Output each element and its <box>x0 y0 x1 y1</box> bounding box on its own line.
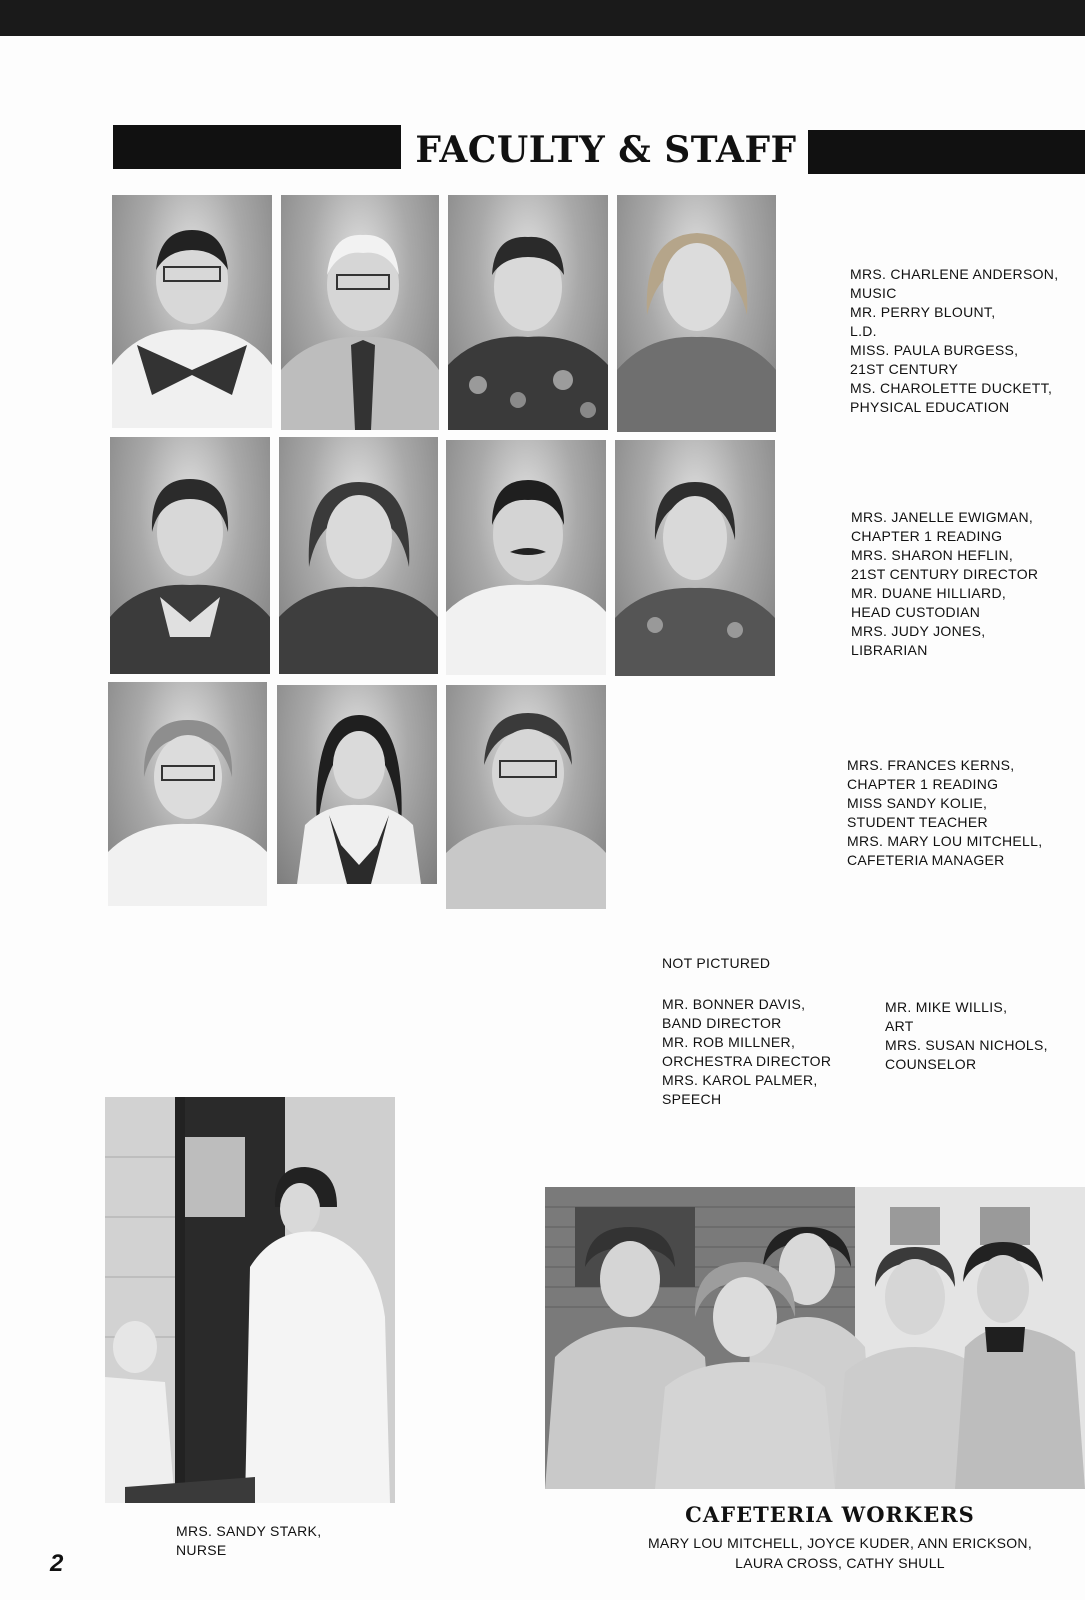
portrait-photo <box>110 437 270 674</box>
caption-line: COUNSELOR <box>885 1056 977 1072</box>
portrait-silhouette <box>110 437 270 674</box>
caption-line: MRS. FRANCES KERNS, <box>847 757 1015 773</box>
portrait-photo <box>281 195 439 430</box>
cafeteria-workers-names <box>620 1533 1060 1573</box>
caption-line: CHAPTER 1 READING <box>851 528 1003 544</box>
portrait-photo <box>277 685 437 884</box>
portrait-silhouette <box>279 437 438 674</box>
caption-line: MRS. SUSAN NICHOLS, <box>885 1037 1048 1053</box>
caption-line: MRS. CHARLENE ANDERSON, <box>850 266 1059 282</box>
portrait-photo <box>446 440 606 675</box>
faculty-caption-group-2 <box>851 508 1038 660</box>
caption-line: ORCHESTRA DIRECTOR <box>662 1053 832 1069</box>
portrait-silhouette <box>448 195 608 430</box>
caption-line: MISS. PAULA BURGESS, <box>850 342 1019 358</box>
caption-line: MR. DUANE HILLIARD, <box>851 585 1007 601</box>
nurse-photo <box>105 1097 395 1503</box>
portrait-photo <box>615 440 775 676</box>
caption-line: MARY LOU MITCHELL, JOYCE KUDER, ANN ERICKSON, <box>647 1535 1033 1551</box>
page-title: FACULTY & STAFF <box>415 129 797 171</box>
title-bar-right <box>808 130 1085 174</box>
portrait-silhouette <box>281 195 439 430</box>
caption-line: MRS. SHARON HEFLIN, <box>851 547 1014 563</box>
caption-line: MRS. MARY LOU MITCHELL, <box>847 833 1043 849</box>
portrait-silhouette <box>277 685 437 884</box>
caption-line: MRS. SANDY STARK, <box>176 1523 322 1539</box>
caption-line: 21ST CENTURY <box>850 361 959 377</box>
not-pictured-list-left <box>662 995 831 1109</box>
cafeteria-scene <box>545 1187 1085 1489</box>
caption-line: MUSIC <box>850 285 897 301</box>
caption-line: CAFETERIA MANAGER <box>847 852 1005 868</box>
faculty-caption-group-3 <box>847 756 1042 870</box>
portrait-photo <box>617 195 776 432</box>
cafeteria-workers-photo <box>545 1187 1085 1489</box>
portrait-silhouette <box>112 195 272 428</box>
portrait-silhouette <box>617 195 776 432</box>
caption-line: CHAPTER 1 READING <box>847 776 999 792</box>
page-top-border <box>0 0 1085 36</box>
portrait-photo <box>112 195 272 428</box>
caption-line: MR. PERRY BLOUNT, <box>850 304 996 320</box>
caption-line: MISS SANDY KOLIE, <box>847 795 988 811</box>
caption-line: HEAD CUSTODIAN <box>851 604 981 620</box>
page-number: 2 <box>50 1550 64 1577</box>
caption-line: 21ST CENTURY DIRECTOR <box>851 566 1039 582</box>
caption-line: SPEECH <box>662 1091 722 1107</box>
caption-line: L.D. <box>850 323 877 339</box>
portrait-photo <box>448 195 608 430</box>
portrait-silhouette <box>108 682 267 906</box>
nurse-caption <box>176 1522 321 1560</box>
caption-line: STUDENT TEACHER <box>847 814 988 830</box>
caption-line: ART <box>885 1018 914 1034</box>
cafeteria-workers-heading: CAFETERIA WORKERS <box>685 1502 975 1527</box>
not-pictured-list-right <box>885 998 1048 1074</box>
portrait-silhouette <box>446 440 606 675</box>
caption-line: LIBRARIAN <box>851 642 928 658</box>
portrait-silhouette <box>446 685 606 909</box>
caption-line: NURSE <box>176 1542 227 1558</box>
caption-line: MRS. KAROL PALMER, <box>662 1072 818 1088</box>
faculty-caption-group-1 <box>850 265 1058 417</box>
caption-line: MS. CHAROLETTE DUCKETT, <box>850 380 1053 396</box>
caption-line: LAURA CROSS, CATHY SHULL <box>735 1555 945 1571</box>
caption-line: MRS. JANELLE EWIGMAN, <box>851 509 1034 525</box>
portrait-photo <box>446 685 606 909</box>
portrait-silhouette <box>615 440 775 676</box>
caption-line: MRS. JUDY JONES, <box>851 623 986 639</box>
not-pictured-heading: NOT PICTURED <box>662 955 771 971</box>
caption-line: MR. ROB MILLNER, <box>662 1034 796 1050</box>
portrait-photo <box>279 437 438 674</box>
portrait-photo <box>108 682 267 906</box>
caption-line: BAND DIRECTOR <box>662 1015 782 1031</box>
title-bar-left <box>113 125 401 169</box>
nurse-scene <box>105 1097 395 1503</box>
caption-line: MR. MIKE WILLIS, <box>885 999 1008 1015</box>
caption-line: PHYSICAL EDUCATION <box>850 399 1010 415</box>
caption-line: MR. BONNER DAVIS, <box>662 996 806 1012</box>
